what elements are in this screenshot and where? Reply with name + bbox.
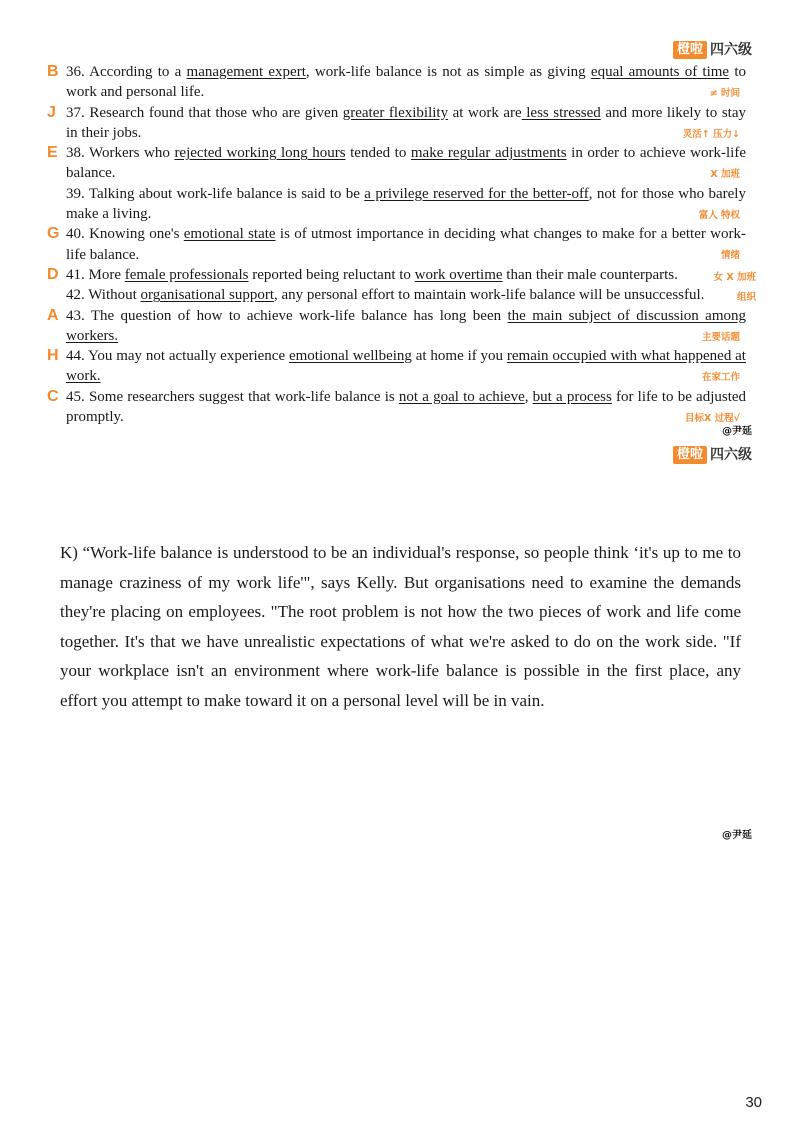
underlined-phrase: but a process	[532, 388, 612, 405]
underlined-phrase: organisational support	[140, 287, 275, 304]
annotation-note: 女 X 加班	[713, 271, 756, 283]
answer-mark: J	[47, 103, 56, 121]
question-40: G 40. Knowing one's emotional state is of utmost importance in deciding what changes to make for a better work- life balance. 情绪	[46, 224, 746, 265]
underlined-phrase: equal amounts of time	[590, 64, 730, 80]
question-38: E 38. Workers who rejected working long hours tended to make regular adjustments in order to achieve work-life balance. X 加班	[46, 143, 746, 184]
underlined-phrase: remain occupied with what happened at work.	[66, 348, 746, 385]
underlined-phrase: not a goal to achieve	[398, 388, 525, 405]
brand-level: 四六级	[710, 447, 752, 463]
annotation-note: 主要话题	[701, 331, 740, 343]
question-44: H 44. You may not actually experience emotional wellbeing at home if you remain occupied with what happened at work. 在家工作	[46, 346, 746, 387]
question-41: D 41. More female professionals reported being reluctant to work overtime than their male counterparts. 女 X 加班	[46, 265, 746, 285]
annotation-note: 富人 特权	[698, 209, 740, 221]
annotation-note: 目标X 过程√	[685, 412, 740, 424]
annotation-note: X 加班	[710, 169, 740, 181]
answer-mark: E	[47, 144, 58, 162]
underlined-phrase: work overtime	[414, 266, 503, 283]
question-36: B 36. According to a management expert, work-life balance is not as simple as giving equal amounts of time to work and personal life. ≠ 时间	[46, 62, 746, 103]
underlined-phrase: rejected working long hours	[174, 145, 346, 162]
underlined-phrase: emotional state	[183, 226, 276, 243]
question-45: C 45. Some researchers suggest that work-life balance is not a goal to achieve, but a process for life to be adjusted promptly. 目标X 过程√	[46, 387, 746, 428]
author-signature: @尹延	[722, 426, 752, 437]
brand-header-top	[673, 41, 752, 59]
brand-level: 四六级	[710, 42, 752, 58]
underlined-phrase: make regular adjustments	[410, 145, 567, 162]
underlined-phrase: female professionals	[124, 266, 249, 283]
page-number: 30	[745, 1094, 762, 1111]
question-43: A 43. The question of how to achieve work-life balance has long been the main subject of discussion among workers. 主要话题	[46, 306, 746, 347]
underlined-phrase: less stressed	[521, 104, 601, 121]
answer-mark: G	[47, 225, 60, 243]
annotation-note: 情绪	[720, 250, 740, 262]
answer-mark: C	[47, 387, 59, 405]
underlined-phrase: a privilege reserved for the better-off	[364, 185, 589, 202]
underlined-phrase: management expert	[186, 64, 306, 80]
annotation-note: 灵活↑ 压力↓	[682, 128, 740, 140]
annotation-note: 在家工作	[701, 372, 740, 384]
question-37: J 37. Research found that those who are given greater flexibility at work are less stressed and more likely to stay in their jobs. 灵活↑ 压力↓	[46, 103, 746, 144]
question-list	[46, 62, 756, 427]
underlined-phrase: emotional wellbeing	[288, 348, 412, 365]
answer-mark: A	[47, 306, 59, 324]
author-signature: @尹延	[722, 830, 752, 841]
brand-logo: 橙啦	[673, 446, 707, 464]
answer-mark: D	[47, 265, 59, 283]
passage-paragraph-k: K) “Work-life balance is understood to be an individual's response, so people think ‘it's up to me to manage craziness of my work life'", says Kelly. But organisations need to examine the demands they're placing on employees. "The root problem is not how the two pieces of work and life come together. It's that we have unrealistic expectations of what we're asked to do on the work side. "If your workplace isn't an environment where work-life balance is possible in the first place, any effort you attempt to make toward it on a personal level will be in vain.	[60, 543, 741, 710]
question-39: 39. Talking about work-life balance is said to be a privilege reserved for the better-off, not for those who barely make a living. 富人 特权	[46, 184, 746, 225]
brand-header-bottom	[673, 446, 752, 464]
question-42: 42. Without organisational support, any personal effort to maintain work-life balance will be unsuccessful. 组织	[46, 285, 746, 305]
answer-mark: H	[47, 347, 59, 365]
underlined-phrase: the main subject of discussion among workers.	[66, 307, 746, 344]
answer-mark: B	[47, 63, 59, 80]
brand-logo: 橙啦	[673, 41, 707, 59]
annotation-note: 组织	[736, 292, 756, 304]
underlined-phrase: greater flexibility	[342, 104, 449, 121]
annotation-note: ≠ 时间	[709, 88, 740, 99]
